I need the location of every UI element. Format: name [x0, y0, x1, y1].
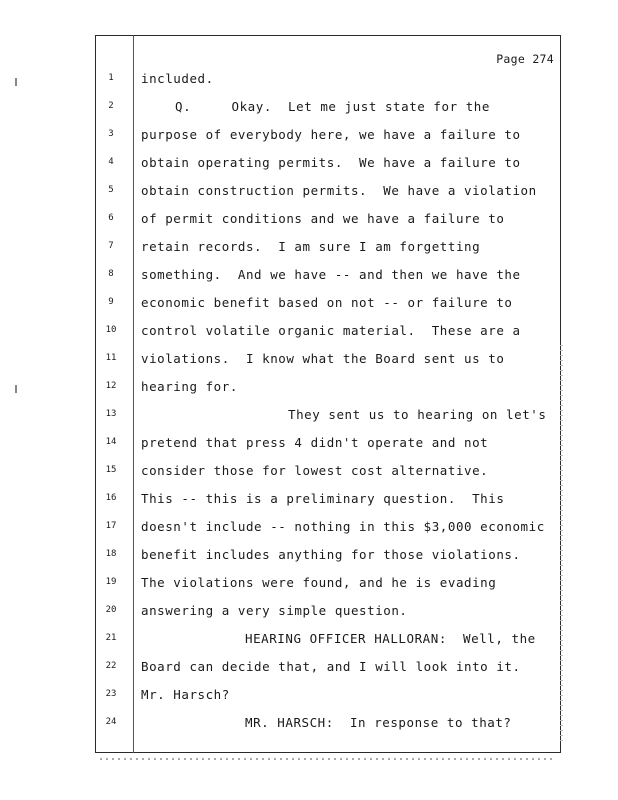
- line-number: 23: [105, 689, 117, 699]
- line-number: 7: [108, 241, 114, 251]
- line-text: Mr. Harsch?: [141, 687, 230, 702]
- line-number: 12: [105, 381, 117, 391]
- transcript-line: [0, 239, 560, 259]
- line-text: HEARING OFFICER HALLORAN: Well, the: [245, 631, 536, 646]
- transcript-line: [0, 575, 560, 595]
- line-text: This -- this is a preliminary question. This: [141, 491, 505, 506]
- line-text: Q. Okay. Let me just state for the: [175, 99, 490, 114]
- line-number: 15: [105, 465, 117, 475]
- line-number: 6: [108, 213, 114, 223]
- line-number: 4: [108, 157, 114, 167]
- transcript-line: [0, 407, 560, 427]
- transcript-line: [0, 183, 560, 203]
- line-text: benefit includes anything for those violations.: [141, 547, 521, 562]
- transcript-line: [0, 127, 560, 147]
- line-number: 10: [105, 325, 117, 335]
- line-number: 14: [105, 437, 117, 447]
- line-text: included.: [141, 71, 214, 86]
- transcript-line: [0, 155, 560, 175]
- line-number: 11: [105, 353, 117, 363]
- line-text: answering a very simple question.: [141, 603, 408, 618]
- line-number: 3: [108, 129, 114, 139]
- transcript-line: [0, 603, 560, 623]
- line-text: of permit conditions and we have a failure to: [141, 211, 505, 226]
- line-text: MR. HARSCH: In response to that?: [245, 715, 512, 730]
- line-number: 9: [108, 297, 114, 307]
- line-number: 24: [105, 717, 117, 727]
- line-number: 21: [105, 633, 117, 643]
- line-text: Board can decide that, and I will look into it.: [141, 659, 521, 674]
- transcript-line: [0, 267, 560, 287]
- transcript-line: [0, 687, 560, 707]
- line-text: obtain operating permits. We have a failure to: [141, 155, 521, 170]
- line-number: 20: [105, 605, 117, 615]
- line-text: pretend that press 4 didn't operate and not: [141, 435, 489, 450]
- transcript-line: [0, 463, 560, 483]
- line-number: 2: [108, 101, 114, 111]
- transcript-line: [0, 351, 560, 371]
- transcript-line: [0, 71, 560, 91]
- line-number: 18: [105, 549, 117, 559]
- transcript-line: [0, 435, 560, 455]
- line-text: The violations were found, and he is evading: [141, 575, 497, 590]
- transcript-line: [0, 323, 560, 343]
- line-text: purpose of everybody here, we have a failure to: [141, 127, 521, 142]
- line-text: They sent us to hearing on let's: [288, 407, 547, 422]
- transcript-line: [0, 659, 560, 679]
- page-number: Page 274: [496, 52, 554, 66]
- transcript-line: [0, 631, 560, 651]
- line-text: something. And we have -- and then we have the: [141, 267, 521, 282]
- transcript-line: [0, 99, 560, 119]
- scan-bottom-artifact: [100, 758, 555, 760]
- line-text: violations. I know what the Board sent us to: [141, 351, 505, 366]
- line-text: retain records. I am sure I am forgetting: [141, 239, 481, 254]
- line-text: doesn't include -- nothing in this $3,000 economic: [141, 519, 545, 534]
- line-number: 22: [105, 661, 117, 671]
- line-number: 1: [108, 73, 114, 83]
- transcript-line: [0, 295, 560, 315]
- line-text: economic benefit based on not -- or failure to: [141, 295, 513, 310]
- transcript-line: [0, 715, 560, 735]
- line-number: 17: [105, 521, 117, 531]
- line-number: 5: [108, 185, 114, 195]
- line-number: 13: [105, 409, 117, 419]
- scan-edge-artifact: [560, 345, 563, 745]
- line-number: 16: [105, 493, 117, 503]
- transcript-line: [0, 519, 560, 539]
- line-text: hearing for.: [141, 379, 238, 394]
- line-text: consider those for lowest cost alternative.: [141, 463, 489, 478]
- transcript-line: [0, 491, 560, 511]
- transcript-line: [0, 211, 560, 231]
- line-text: control volatile organic material. These are a: [141, 323, 521, 338]
- line-number: 8: [108, 269, 114, 279]
- transcript-line: [0, 547, 560, 567]
- line-number: 19: [105, 577, 117, 587]
- transcript-line: [0, 379, 560, 399]
- line-text: obtain construction permits. We have a violation: [141, 183, 537, 198]
